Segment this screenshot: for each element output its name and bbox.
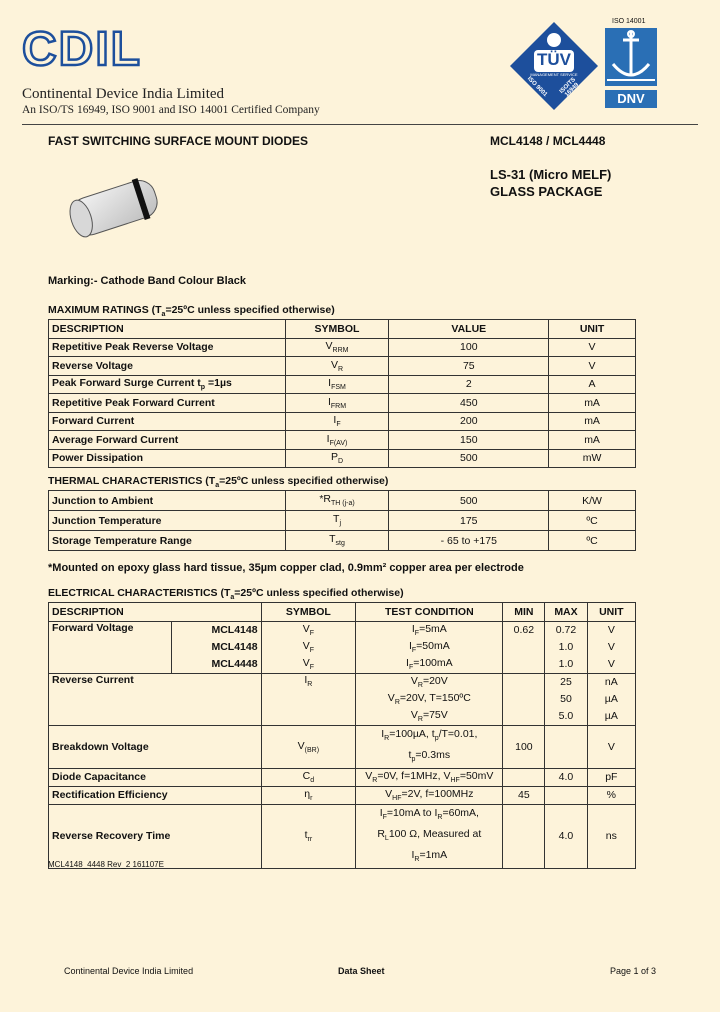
col-symbol: SYMBOL	[285, 320, 389, 339]
tuv-iso2: ISO/TS 16949	[558, 76, 581, 99]
table-row: $V_R=20V$, T=150ºC 50 µA	[49, 691, 636, 708]
tuv-badge	[508, 20, 600, 112]
dnv-label: DNV	[605, 90, 657, 108]
tuv-label: TÜV	[537, 50, 571, 69]
col-max: MAX	[545, 603, 587, 622]
table-row: Average Forward Current $I_{F(AV)}$ 150 mA	[49, 431, 636, 450]
col-description: DESCRIPTION	[49, 603, 262, 622]
diode-package-image	[62, 164, 172, 259]
table-row: Forward Current $I_F$ 200 mA	[49, 412, 636, 431]
cdil-logo: CDIL	[22, 23, 142, 76]
thermal-table	[48, 490, 636, 551]
table-row: MCL4448 $V_F$ $I_F=100mA$ 1.0 V	[49, 656, 636, 674]
table-row: Repetitive Peak Reverse Voltage $V_{RRM}$ 100 V	[49, 338, 636, 357]
col-description: DESCRIPTION	[49, 320, 286, 339]
mounting-note: *Mounted on epoxy glass hard tissue, 35µm copper clad, 0.9mm² copper area per electrode	[48, 562, 524, 574]
table-row: Breakdown Voltage $V_{(BR)}$ $I_R=100\mu A$, $t_p/T=0.01$, $t_p=0.3ms$ 100 V	[49, 725, 636, 768]
page-title: FAST SWITCHING SURFACE MOUNT DIODES	[48, 134, 309, 148]
table-row: Peak Forward Surge Current $t_p =1\mu s$ $I_{FSM}$ 2 A	[49, 375, 636, 394]
package-material: GLASS PACKAGE	[490, 184, 603, 199]
table-row: MCL4148 $V_F$ $I_F=50mA$ 1.0 V	[49, 639, 636, 656]
col-unit: UNIT	[587, 603, 635, 622]
table-row: Junction to Ambient $*R_{TH (j-a)}$ 500 K/W	[49, 491, 636, 511]
marking-note: Marking:- Cathode Band Colour Black	[48, 275, 247, 287]
max-ratings-table	[48, 319, 636, 468]
company-name: Continental Device India Limited	[22, 86, 225, 102]
table-row: Power Dissipation $P_D$ 500 mW	[49, 449, 636, 468]
tuv-sub: MANAGEMENT SERVICE	[530, 72, 578, 77]
part-number: MCL4148 / MCL4448	[490, 134, 606, 148]
footer-company: Continental Device India Limited	[64, 966, 194, 976]
col-min: MIN	[503, 603, 545, 622]
package-type: LS-31 (Micro MELF)	[490, 167, 612, 182]
max-ratings-title: MAXIMUM RATINGS ($T_a=25ºC$ unless specified otherwise)	[48, 304, 335, 319]
footer-doc-type: Data Sheet	[338, 966, 385, 976]
table-row: $V_R=75V$ 5.0 µA	[49, 708, 636, 726]
table-row: Reverse Recovery Time $t_{rr}$ $I_F=10mA$ to $I_R=60mA$, $R_L100$ Ω, Measured at $I_R=1mA$ 4.0 ns	[49, 804, 636, 868]
electrical-table	[48, 602, 636, 869]
dnv-anchor-icon	[605, 28, 657, 86]
table-row: Rectification Efficiency $\eta_r$ $V_{HF}=2V$, f=100MHz 45 %	[49, 786, 636, 804]
col-symbol: SYMBOL	[261, 603, 356, 622]
footer-page-number: Page 1 of 3	[610, 966, 657, 976]
table-row: Junction Temperature $T_j$ 175 ºC	[49, 511, 636, 531]
table-row: Storage Temperature Range $T_{stg}$ - 65 to +175 ºC	[49, 531, 636, 551]
table-row: Reverse Current $I_R$ $V_R=20V$ 25 nA	[49, 673, 636, 691]
table-row: Forward Voltage MCL4148 $V_F$ $I_F=5mA$ 0.62 0.72 V	[49, 621, 636, 639]
company-tagline: An ISO/TS 16949, ISO 9001 and ISO 14001 Certified Company	[22, 104, 320, 116]
header-divider	[22, 124, 698, 125]
thermal-title: THERMAL CHARACTERISTICS ($T_a=25ºC$ unless specified otherwise)	[48, 475, 389, 490]
col-test-condition: TEST CONDITION	[356, 603, 503, 622]
table-row: Diode Capacitance $C_d$ $V_R=0V$, f=1MHz, $V_{HF}=50mV$ 4.0 pF	[49, 768, 636, 786]
table-row: Reverse Voltage $V_R$ 75 V	[49, 357, 636, 376]
electrical-title: ELECTRICAL CHARACTERISTICS ($T_a=25ºC$ unless specified otherwise)	[48, 587, 404, 602]
iso-14001-label: ISO 14001	[612, 18, 646, 25]
tuv-iso1: ISO 9001	[525, 75, 549, 99]
col-unit: UNIT	[549, 320, 636, 339]
revision-label: MCL4148_4448 Rev_2 161107E	[48, 860, 164, 869]
col-value: VALUE	[389, 320, 549, 339]
table-row: Repetitive Peak Forward Current $I_{FRM}$ 450 mA	[49, 394, 636, 413]
